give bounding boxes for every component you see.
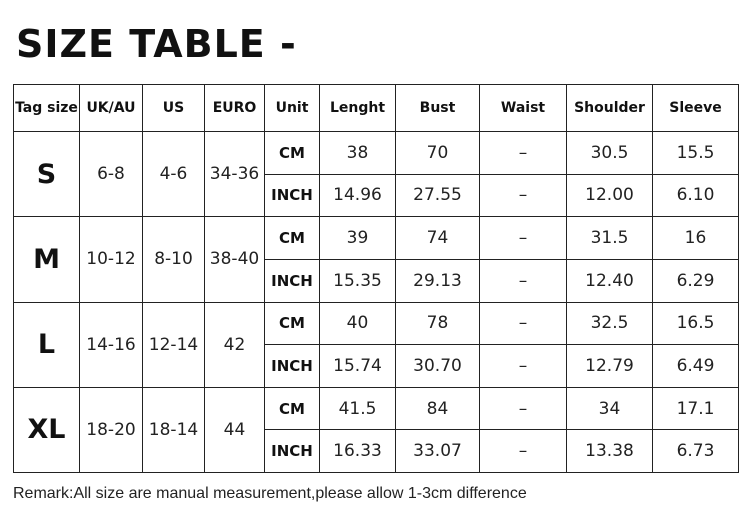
header-unit: Unit (265, 85, 320, 132)
sleeve-cell: 16 (653, 217, 739, 260)
header-us: US (143, 85, 205, 132)
header-row (14, 85, 739, 132)
us-cell: 18-14 (143, 387, 205, 472)
shoulder-cell: 32.5 (567, 302, 653, 345)
table-row (14, 387, 739, 430)
us-cell: 12-14 (143, 302, 205, 387)
sleeve-cell: 17.1 (653, 387, 739, 430)
euro-cell: 42 (205, 302, 265, 387)
tag-size-cell: L (14, 302, 80, 387)
shoulder-cell: 30.5 (567, 132, 653, 175)
bust-cell: 29.13 (396, 259, 480, 302)
sleeve-cell: 6.29 (653, 259, 739, 302)
shoulder-cell: 12.79 (567, 345, 653, 388)
uk-au-cell: 10-12 (80, 217, 143, 302)
length-cell: 40 (320, 302, 396, 345)
bust-cell: 78 (396, 302, 480, 345)
bust-cell: 30.70 (396, 345, 480, 388)
header-bust: Bust (396, 85, 480, 132)
tag-size-cell: S (14, 132, 80, 217)
uk-au-cell: 14-16 (80, 302, 143, 387)
unit-cell: CM (265, 387, 320, 430)
waist-cell: – (480, 174, 567, 217)
header-euro: EURO (205, 85, 265, 132)
waist-cell: – (480, 387, 567, 430)
bust-cell: 74 (396, 217, 480, 260)
unit-cell: INCH (265, 345, 320, 388)
remark-text: Remark:All size are manual measurement,please allow 1-3cm difference (13, 485, 527, 502)
sleeve-cell: 6.10 (653, 174, 739, 217)
us-cell: 8-10 (143, 217, 205, 302)
unit-cell: INCH (265, 430, 320, 473)
waist-cell: – (480, 430, 567, 473)
waist-cell: – (480, 217, 567, 260)
unit-cell: INCH (265, 174, 320, 217)
euro-cell: 38-40 (205, 217, 265, 302)
shoulder-cell: 34 (567, 387, 653, 430)
unit-cell: INCH (265, 259, 320, 302)
header-waist: Waist (480, 85, 567, 132)
euro-cell: 34-36 (205, 132, 265, 217)
table-row (14, 217, 739, 260)
sleeve-cell: 6.73 (653, 430, 739, 473)
tag-size-cell: M (14, 217, 80, 302)
header-uk-au: UK/AU (80, 85, 143, 132)
size-table (13, 84, 739, 473)
unit-cell: CM (265, 217, 320, 260)
sleeve-cell: 16.5 (653, 302, 739, 345)
shoulder-cell: 12.00 (567, 174, 653, 217)
shoulder-cell: 13.38 (567, 430, 653, 473)
bust-cell: 84 (396, 387, 480, 430)
shoulder-cell: 31.5 (567, 217, 653, 260)
us-cell: 4-6 (143, 132, 205, 217)
length-cell: 15.74 (320, 345, 396, 388)
uk-au-cell: 6-8 (80, 132, 143, 217)
length-cell: 15.35 (320, 259, 396, 302)
unit-cell: CM (265, 302, 320, 345)
header-shoulder: Shoulder (567, 85, 653, 132)
length-cell: 14.96 (320, 174, 396, 217)
uk-au-cell: 18-20 (80, 387, 143, 472)
waist-cell: – (480, 302, 567, 345)
sleeve-cell: 15.5 (653, 132, 739, 175)
unit-cell: CM (265, 132, 320, 175)
bust-cell: 33.07 (396, 430, 480, 473)
length-cell: 39 (320, 217, 396, 260)
sleeve-cell: 6.49 (653, 345, 739, 388)
shoulder-cell: 12.40 (567, 259, 653, 302)
table-row (14, 302, 739, 345)
page-title: SIZE TABLE - (16, 22, 297, 66)
bust-cell: 70 (396, 132, 480, 175)
length-cell: 41.5 (320, 387, 396, 430)
tag-size-cell: XL (14, 387, 80, 472)
waist-cell: – (480, 132, 567, 175)
length-cell: 38 (320, 132, 396, 175)
length-cell: 16.33 (320, 430, 396, 473)
waist-cell: – (480, 345, 567, 388)
header-sleeve: Sleeve (653, 85, 739, 132)
table-row (14, 132, 739, 175)
euro-cell: 44 (205, 387, 265, 472)
header-length: Lenght (320, 85, 396, 132)
bust-cell: 27.55 (396, 174, 480, 217)
waist-cell: – (480, 259, 567, 302)
header-tag-size: Tag size (14, 85, 80, 132)
